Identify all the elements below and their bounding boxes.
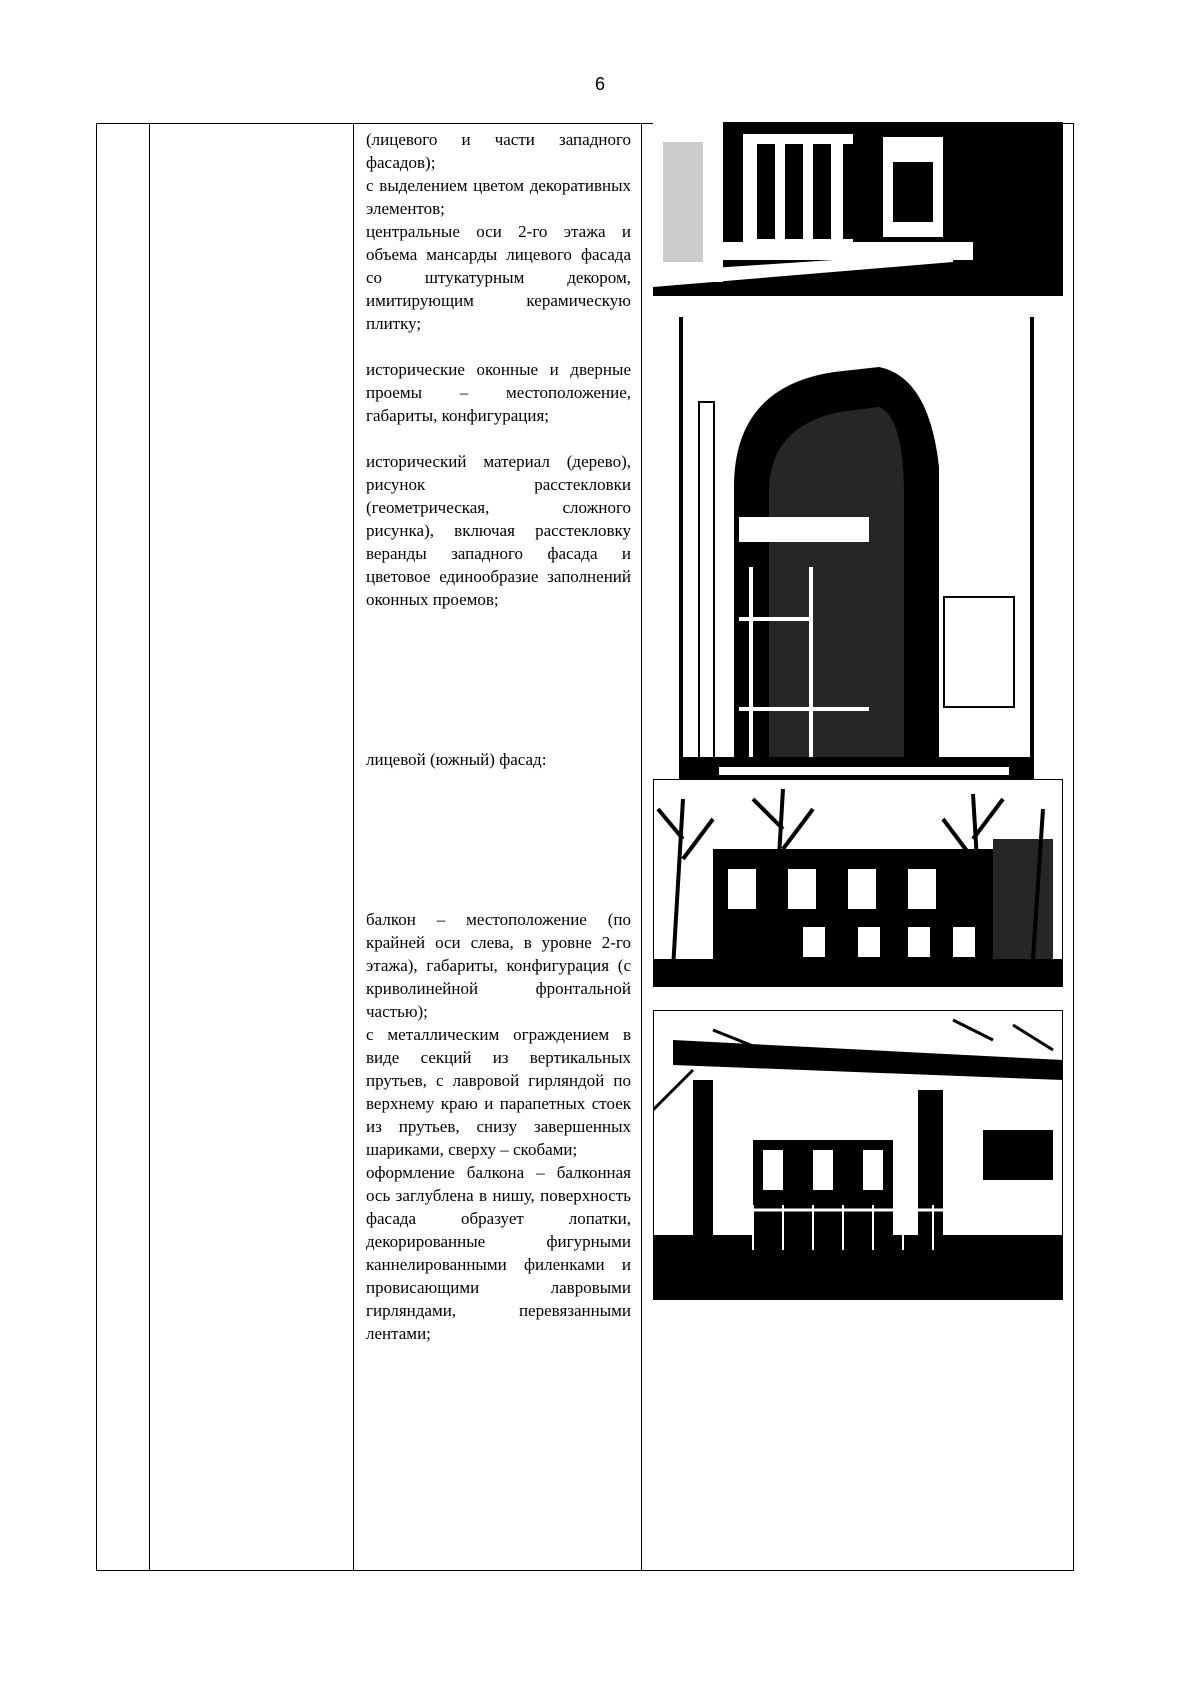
text-paragraph: центральные оси 2-го этажа и объема мансарды лицевого фасада со штукатурным декором, имитирующим керамическую плитку; <box>366 222 631 333</box>
text-paragraph: исторический материал (дерево), рисунок расстекловки (геометрическая, сложного рисунка), включая расстекловку веранды западного фасада и цветовое единообразие заполнений оконных проемов; <box>366 452 631 609</box>
table-cell-number <box>97 124 150 1571</box>
text-paragraph: балкон – местоположение (по крайней оси слева, в уровне 2-го этажа), габариты, конфигурация (с криволинейной фронтальной частью); <box>366 910 631 1021</box>
document-table <box>96 123 1074 1571</box>
photo-south-facade <box>653 779 1063 987</box>
text-paragraph: (лицевого и части западного фасадов); <box>366 130 631 172</box>
photo-window-band <box>653 122 1063 296</box>
text-paragraph: лицевой (южный) фасад: <box>366 750 547 769</box>
text-paragraph: исторические оконные и дверные проемы – местоположение, габариты, конфигурация; <box>366 360 631 425</box>
table-row <box>97 124 1074 1571</box>
table-cell-photos <box>642 124 1074 1571</box>
table-cell-description <box>354 124 642 1571</box>
photo-balcony <box>653 1010 1063 1300</box>
text-paragraph: оформление балкона – балконная ось заглублена в нишу, поверхность фасада образует лопатки, декорированные фигурными каннелированными филенками и провисающими лавровыми гирляндами, перевязанными лентами; <box>366 1163 631 1343</box>
page-number: 6 <box>594 74 605 94</box>
text-paragraph: с выделением цветом декоративных элементов; <box>366 176 631 218</box>
photo-arched-window <box>679 317 1034 797</box>
table-cell-name <box>150 124 354 1571</box>
text-paragraph: с металлическим ограждением в виде секций из вертикальных прутьев, с лавровой гирляндой по верхнему краю и парапетных стоек из прутьев, снизу завершенных шариками, сверху – скобами; <box>366 1025 631 1159</box>
